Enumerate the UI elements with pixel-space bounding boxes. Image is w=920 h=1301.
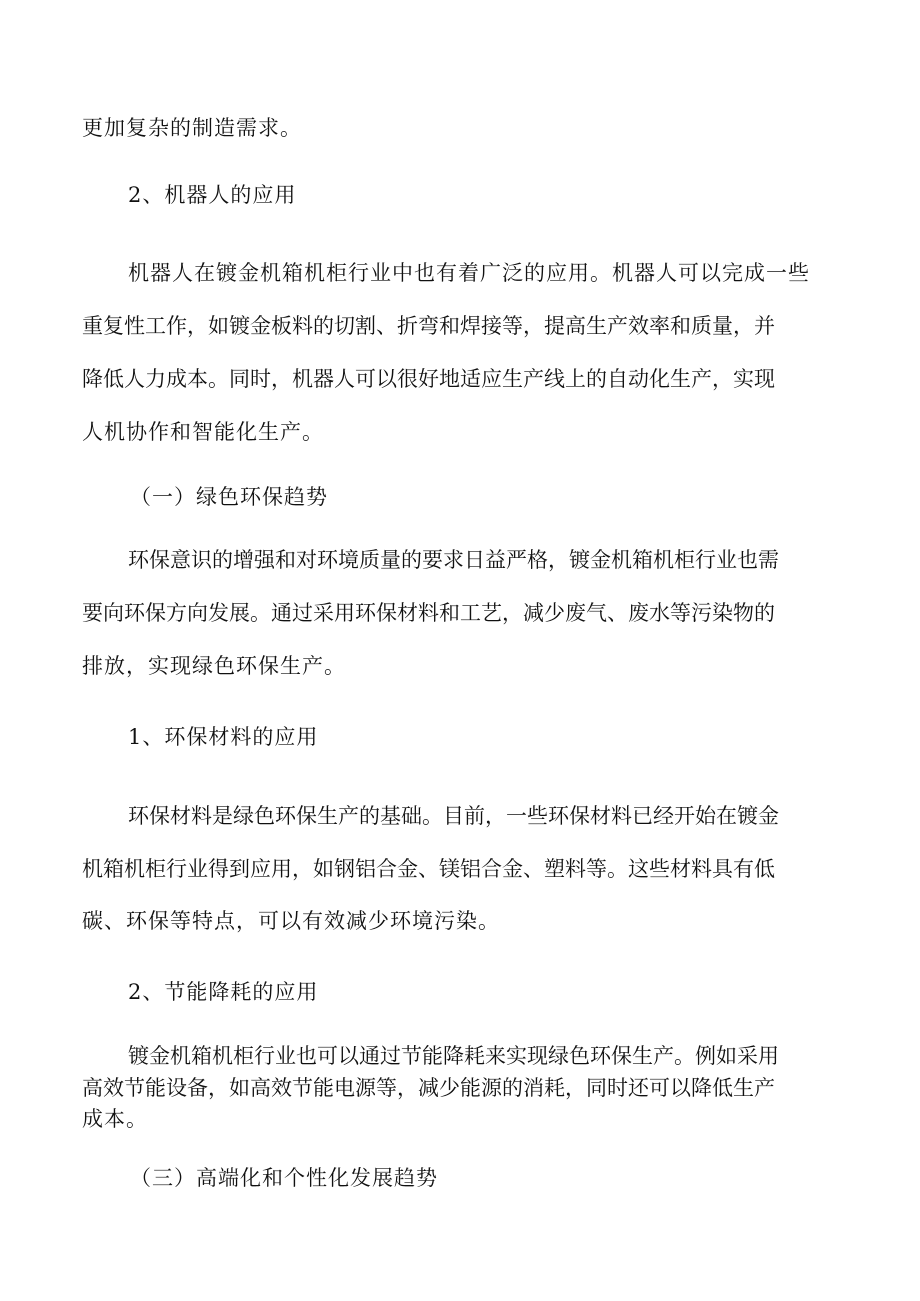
paragraph-line: 要向环保方向发展。通过采用环保材料和工艺，减少废气、废水等污染物的	[82, 601, 775, 625]
section-heading: （三）高端化和个性化发展趋势	[130, 1166, 438, 1190]
paragraph-line: 环保材料是绿色环保生产的基础。目前，一些环保材料已经开始在镀金	[128, 804, 779, 828]
paragraph-line: 排放，实现绿色环保生产。	[82, 654, 346, 678]
paragraph-line: 机箱机柜行业得到应用，如钢铝合金、镁铝合金、塑料等。这些材料具有低	[82, 857, 775, 881]
paragraph-line: 降低人力成本。同时，机器人可以很好地适应生产线上的自动化生产，实现	[82, 367, 775, 391]
paragraph-line: 环保意识的增强和对环境质量的要求日益严格，镀金机箱机柜行业也需	[128, 548, 779, 572]
paragraph-line: 重复性工作，如镀金板料的切割、折弯和焊接等，提高生产效率和质量，并	[82, 314, 775, 338]
section-heading: 2、节能降耗的应用	[128, 980, 319, 1004]
paragraph-line: 镀金机箱机柜行业也可以通过节能降耗来实现绿色环保生产。例如采用	[128, 1044, 779, 1068]
section-heading: （一）绿色环保趋势	[130, 485, 328, 509]
paragraph-line: 碳、环保等特点，可以有效减少环境污染。	[82, 909, 500, 933]
paragraph-line: 人机协作和智能化生产。	[82, 420, 324, 444]
paragraph-line: 机器人在镀金机箱机柜行业中也有着广泛的应用。机器人可以完成一些	[128, 261, 810, 285]
paragraph-line: 成本。	[82, 1107, 148, 1131]
section-heading: 1、环保材料的应用	[128, 725, 319, 749]
section-heading: 2、机器人的应用	[128, 183, 297, 207]
paragraph-line: 更加复杂的制造需求。	[82, 116, 302, 140]
paragraph-line: 高效节能设备，如高效节能电源等，减少能源的消耗，同时还可以降低生产	[82, 1076, 775, 1100]
